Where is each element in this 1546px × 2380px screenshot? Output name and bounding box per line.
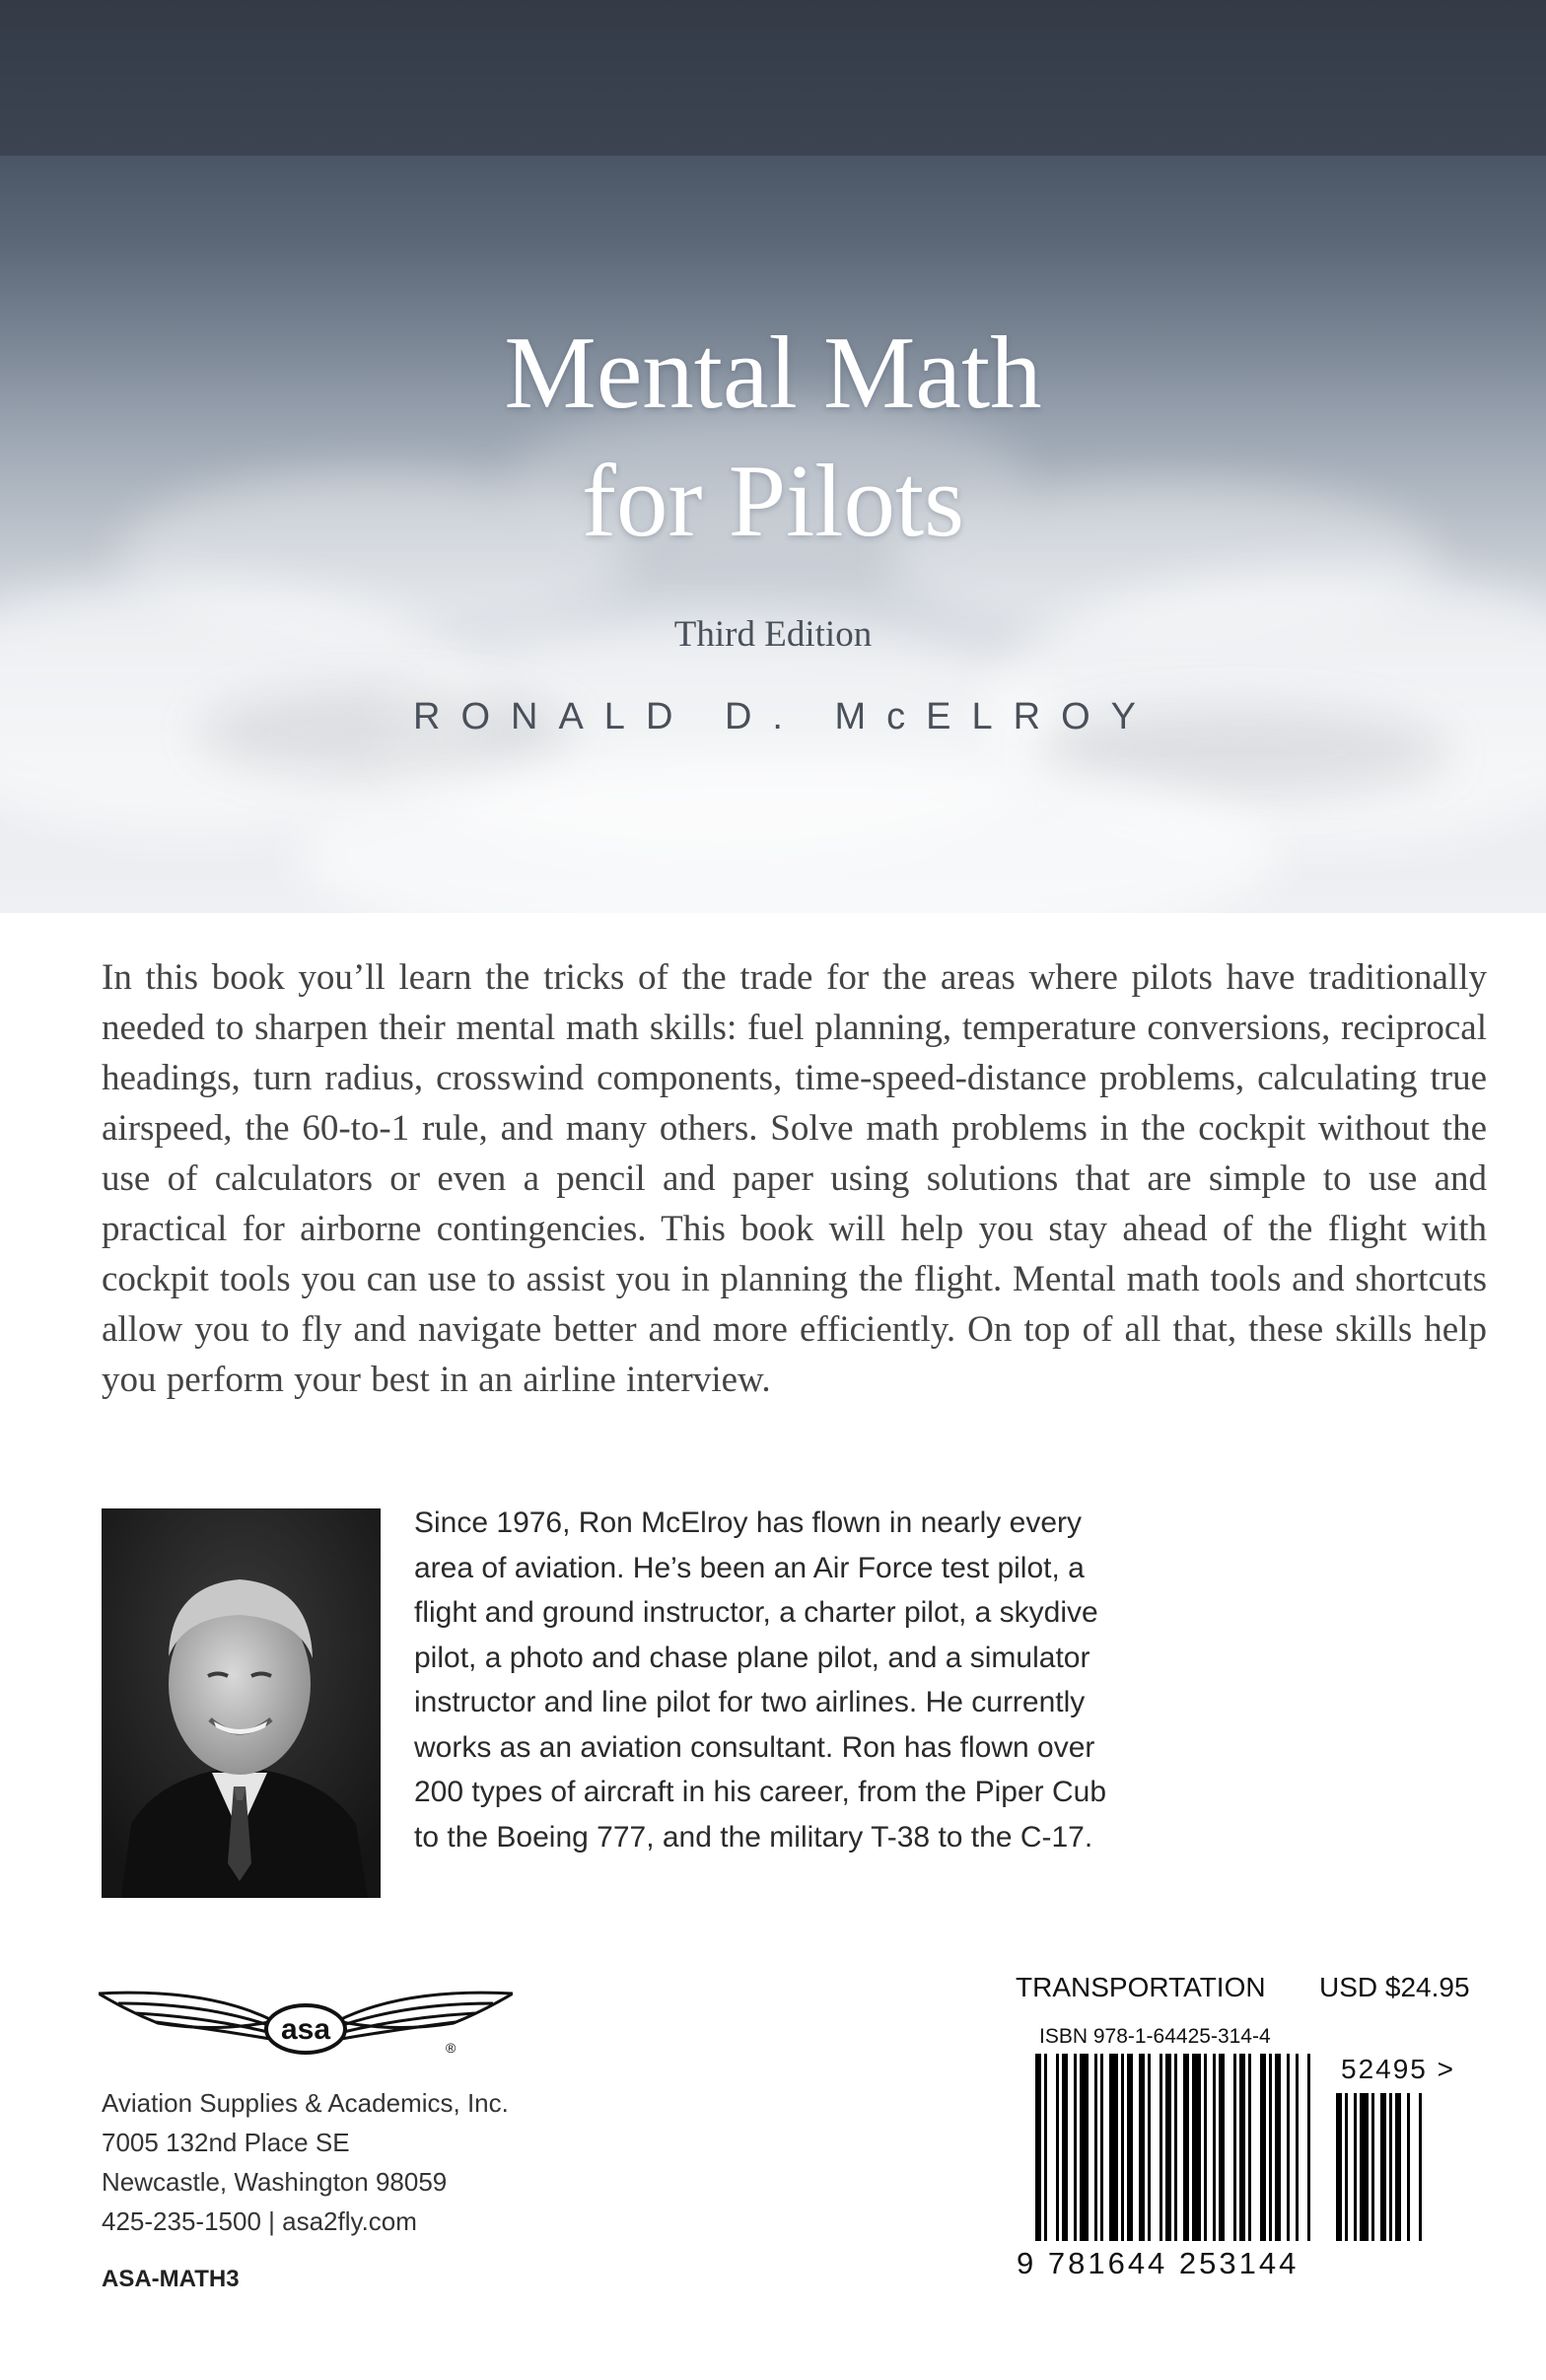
publisher-contact: 425-235-1500 | asa2fly.com bbox=[102, 2206, 417, 2236]
barcode-bar bbox=[1160, 2054, 1162, 2241]
barcode-addon-bar bbox=[1371, 2093, 1374, 2241]
barcode-bar bbox=[1307, 2054, 1310, 2241]
barcode-bar bbox=[1204, 2054, 1207, 2241]
barcode-bar bbox=[1074, 2054, 1077, 2241]
barcode-bar bbox=[1127, 2054, 1133, 2241]
book-category: TRANSPORTATION bbox=[1016, 1972, 1266, 2002]
isbn-barcode bbox=[1035, 2054, 1489, 2251]
barcode-bar bbox=[1192, 2054, 1201, 2241]
barcode-bar bbox=[1094, 2054, 1097, 2241]
author-portrait-illustration bbox=[102, 1508, 381, 1898]
barcode-bar bbox=[1287, 2054, 1290, 2241]
cover-top-band bbox=[0, 0, 1546, 156]
book-price: USD $24.95 bbox=[1319, 1972, 1470, 2002]
barcode-bar bbox=[1296, 2054, 1299, 2241]
barcode-bar bbox=[1248, 2054, 1251, 2241]
barcode-bar bbox=[1213, 2054, 1216, 2241]
book-title-line1: Mental Math bbox=[504, 315, 1042, 430]
author-name: RONALD D. McELROY bbox=[413, 696, 1157, 737]
barcode-bar bbox=[1260, 2054, 1266, 2241]
publisher-street: 7005 132nd Place SE bbox=[102, 2128, 350, 2157]
barcode-bar bbox=[1035, 2054, 1041, 2241]
publisher-name: Aviation Supplies & Academics, Inc. bbox=[102, 2088, 509, 2118]
isbn-number: ISBN 978-1-64425-314-4 bbox=[1039, 2025, 1271, 2048]
asa-wings-logo bbox=[99, 1982, 513, 2080]
barcode-bar bbox=[1219, 2054, 1225, 2241]
registered-mark: ® bbox=[446, 2040, 457, 2056]
barcode-bar bbox=[1056, 2054, 1059, 2241]
book-title-line2: for Pilots bbox=[582, 443, 964, 558]
barcode-addon-bar bbox=[1360, 2093, 1369, 2241]
barcode-addon-bar bbox=[1380, 2093, 1386, 2241]
barcode-bar bbox=[1080, 2054, 1089, 2241]
barcode-bar bbox=[1174, 2054, 1177, 2241]
barcode-addon-bar bbox=[1345, 2093, 1348, 2241]
barcode-bar bbox=[1275, 2054, 1281, 2241]
barcode-addon-number: 52495 > bbox=[1341, 2054, 1455, 2084]
barcode-bar bbox=[1044, 2054, 1047, 2241]
barcode-bar bbox=[1233, 2054, 1236, 2241]
logo-text: asa bbox=[280, 2013, 331, 2046]
barcode-bar bbox=[1183, 2054, 1189, 2241]
barcode-bar bbox=[1165, 2054, 1171, 2241]
author-bio: Since 1976, Ron McElroy has flown in nearly every area of aviation. He’s been an Air Force test pilot, a flight and ground instructor, a charter pilot, a skydive pilot, a photo and chase plane pilot, and a simulator instructor and line pilot for two airlines. He currently works as an aviation consultant. Ron has flown over 200 types of aircraft in his career, from the Piper Cub to the Boeing 777, and the military T-38 to the C-17. bbox=[414, 1506, 1106, 1854]
author-photo bbox=[102, 1508, 381, 1898]
barcode-bar bbox=[1109, 2054, 1118, 2241]
barcode-bar bbox=[1148, 2054, 1151, 2241]
product-sku: ASA-MATH3 bbox=[102, 2266, 240, 2292]
barcode-number: 9 781644 253144 bbox=[1017, 2246, 1300, 2280]
book-description: In this book you’ll learn the tricks of the trade for the areas where pilots have traditionally needed to sharpen their mental math skills: fuel planning, temperature conversions, reciprocal headings, turn radius, crosswind components, time-speed-distance problems, calculating true airspeed, the 60-to-1 rule, and many others. Solve math problems in the cockpit without the use of calculators or even a pencil and paper using solutions that are simple to use and practical for airborne contingencies. This book will help you stay ahead of the flight with cockpit tools you can use to assist you in planning the flight. Mental math tools and shortcuts allow you to fly and navigate better and more efficiently. On top of all that, these skills help you perform your best in an airline interview. bbox=[102, 957, 1487, 1400]
barcode-addon-bar bbox=[1336, 2093, 1342, 2241]
barcode-addon-bar bbox=[1389, 2093, 1392, 2241]
barcode-bar bbox=[1139, 2054, 1145, 2241]
barcode-addon-bar bbox=[1395, 2093, 1401, 2241]
barcode-bar bbox=[1239, 2054, 1245, 2241]
barcode-bar bbox=[1121, 2054, 1124, 2241]
barcode-bar bbox=[1269, 2054, 1272, 2241]
barcode-bar bbox=[1100, 2054, 1103, 2241]
publisher-city: Newcastle, Washington 98059 bbox=[102, 2167, 448, 2197]
barcode-bar bbox=[1062, 2054, 1068, 2241]
barcode-addon-bar bbox=[1354, 2093, 1357, 2241]
edition-label: Third Edition bbox=[673, 614, 873, 655]
barcode-addon-bar bbox=[1419, 2093, 1422, 2241]
barcode-addon-bar bbox=[1407, 2093, 1410, 2241]
